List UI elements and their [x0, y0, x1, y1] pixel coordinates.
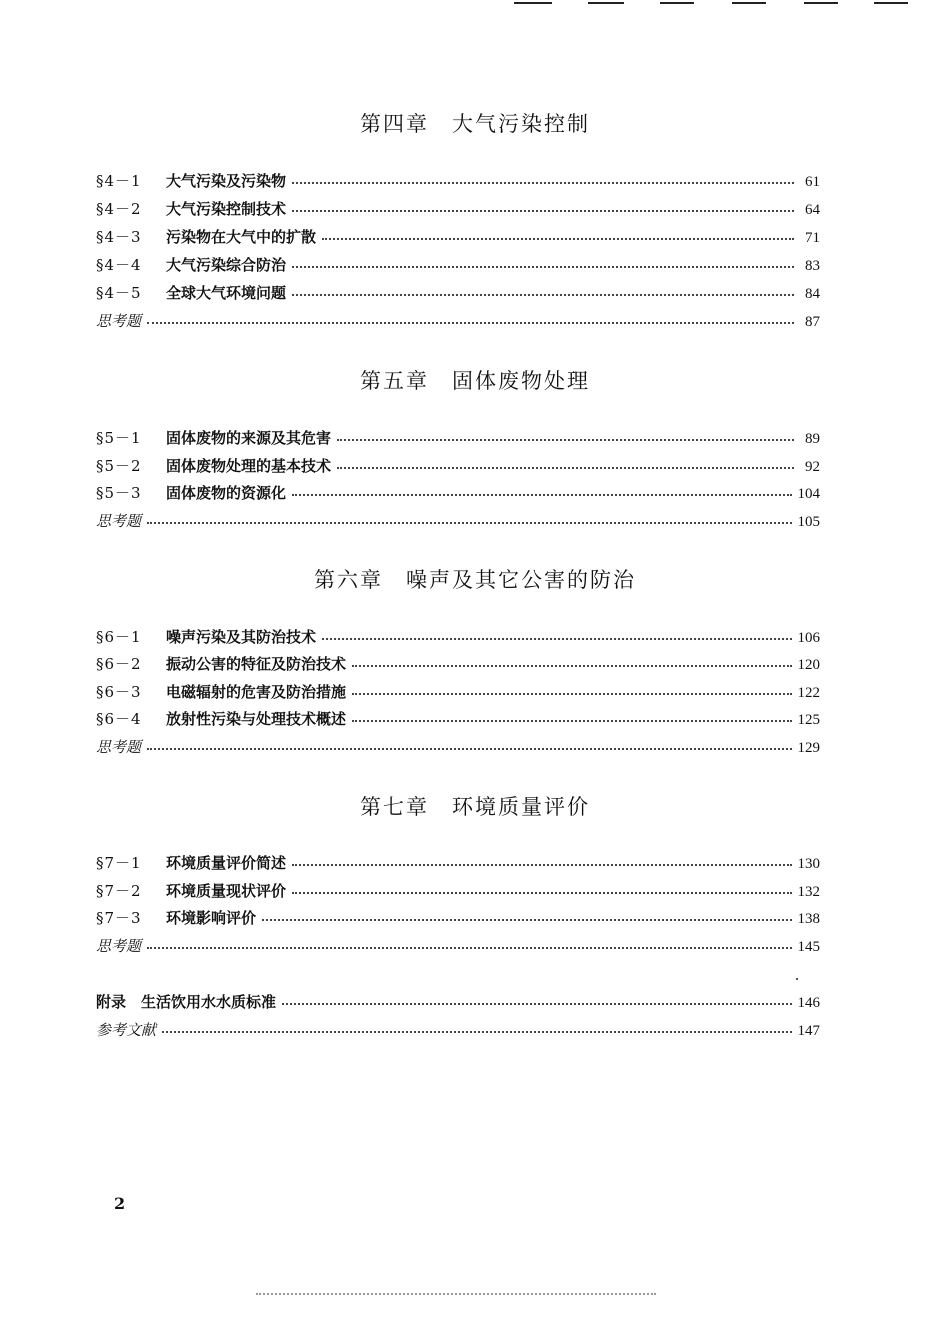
page-number: 89 — [805, 431, 820, 447]
toc-entry[interactable] — [96, 653, 820, 675]
toc-entry[interactable] — [96, 907, 820, 929]
section-number: §5－3 — [96, 484, 142, 502]
dot-leader — [292, 262, 794, 268]
section-title: 污染物在大气中的扩散 — [166, 228, 317, 246]
page-number: 145 — [797, 939, 820, 955]
section-title: 电磁辐射的危害及防治措施 — [166, 683, 347, 701]
scan-speck — [796, 978, 798, 980]
chapter-title: 第五章 固体废物处理 — [360, 369, 590, 393]
page-number: 84 — [805, 286, 820, 302]
toc-entry[interactable] — [96, 455, 820, 477]
dot-leader — [162, 1027, 791, 1033]
section-title: 大气污染及污染物 — [166, 172, 287, 190]
dot-leader — [292, 206, 794, 212]
questions-title: 思考题 — [96, 312, 142, 330]
section-title: 环境质量评价简述 — [166, 854, 287, 872]
dot-leader — [322, 634, 791, 640]
section-number: §5－2 — [96, 457, 142, 475]
page-number: 129 — [797, 740, 820, 756]
page-number: 92 — [805, 459, 820, 475]
page-number: 61 — [805, 174, 820, 190]
dot-leader — [352, 716, 791, 722]
page-number: 105 — [797, 514, 820, 530]
section-number: §4－4 — [96, 256, 142, 274]
dot-leader — [292, 178, 794, 184]
toc-entry[interactable] — [96, 226, 820, 248]
dot-leader — [147, 744, 791, 750]
page-number: 125 — [797, 712, 820, 728]
section-number: §6－1 — [96, 628, 142, 646]
toc-entry-appendix[interactable] — [96, 991, 820, 1013]
section-title: 固体废物处理的基本技术 — [166, 457, 332, 475]
dot-leader — [262, 915, 791, 921]
scan-noise — [256, 1290, 656, 1295]
appendix-title: 附录 生活饮用水水质标准 — [96, 993, 277, 1011]
page-number: 71 — [805, 230, 820, 246]
toc-entry[interactable] — [96, 482, 820, 504]
chapter-title: 第四章 大气污染控制 — [360, 112, 590, 136]
page-number: 147 — [797, 1023, 820, 1039]
toc-entry[interactable] — [96, 626, 820, 648]
page-number: 132 — [797, 884, 820, 900]
section-title: 噪声污染及其防治技术 — [166, 628, 317, 646]
toc-entry[interactable] — [96, 282, 820, 304]
chapter-title: 第七章 环境质量评价 — [360, 795, 590, 819]
references-title: 参考文献 — [96, 1021, 157, 1039]
section-title: 振动公害的特征及防治技术 — [166, 655, 347, 673]
dot-leader — [282, 999, 791, 1005]
dot-leader — [292, 860, 791, 866]
dot-leader — [147, 518, 791, 524]
section-number: §6－2 — [96, 655, 142, 673]
section-title: 环境质量现状评价 — [166, 882, 287, 900]
page-number: 138 — [797, 911, 820, 927]
section-title: 固体废物的来源及其危害 — [166, 429, 332, 447]
section-number: §5－1 — [96, 429, 142, 447]
section-title: 大气污染控制技术 — [166, 200, 287, 218]
section-number: §4－1 — [96, 172, 142, 190]
section-title: 放射性污染与处理技术概述 — [166, 710, 347, 728]
dot-leader — [147, 943, 791, 949]
dot-leader — [352, 689, 791, 695]
page-folio: 2 — [114, 1194, 126, 1213]
dot-leader — [337, 463, 794, 469]
questions-title: 思考题 — [96, 937, 142, 955]
questions-title: 思考题 — [96, 512, 142, 530]
questions-title: 思考题 — [96, 738, 142, 756]
section-number: §4－3 — [96, 228, 142, 246]
toc-entry-references[interactable] — [96, 1019, 820, 1041]
page-number: 120 — [797, 657, 820, 673]
toc-entry-questions[interactable] — [96, 736, 820, 758]
section-number: §4－2 — [96, 200, 142, 218]
toc-entry-questions[interactable] — [96, 935, 820, 957]
page-number: 122 — [797, 685, 820, 701]
page-number: 83 — [805, 258, 820, 274]
toc-entry[interactable] — [96, 170, 820, 192]
page-number: 87 — [805, 314, 820, 330]
toc-entry[interactable] — [96, 254, 820, 276]
section-number: §6－4 — [96, 710, 142, 728]
toc-entry[interactable] — [96, 880, 820, 902]
toc-entry[interactable] — [96, 852, 820, 874]
toc-entry[interactable] — [96, 427, 820, 449]
dot-leader — [322, 234, 794, 240]
toc-entry-questions[interactable] — [96, 510, 820, 532]
chapter-title: 第六章 噪声及其它公害的防治 — [314, 568, 636, 592]
section-title: 环境影响评价 — [166, 909, 257, 927]
toc-entry[interactable] — [96, 198, 820, 220]
section-number: §7－3 — [96, 909, 142, 927]
page-number: 146 — [797, 995, 820, 1011]
dot-leader — [292, 888, 791, 894]
top-edge-marks — [0, 0, 950, 6]
toc-entry[interactable] — [96, 708, 820, 730]
dot-leader — [292, 290, 794, 296]
section-number: §7－2 — [96, 882, 142, 900]
section-title: 全球大气环境问题 — [166, 284, 287, 302]
page-number: 106 — [797, 630, 820, 646]
dot-leader — [337, 435, 794, 441]
page-number: 64 — [805, 202, 820, 218]
section-number: §7－1 — [96, 854, 142, 872]
section-title: 固体废物的资源化 — [166, 484, 287, 502]
section-number: §6－3 — [96, 683, 142, 701]
dot-leader — [147, 318, 794, 324]
toc-entry-questions[interactable] — [96, 310, 820, 332]
toc-entry[interactable] — [96, 681, 820, 703]
section-title: 大气污染综合防治 — [166, 256, 287, 274]
section-number: §4－5 — [96, 284, 142, 302]
dot-leader — [352, 661, 791, 667]
page-number: 130 — [797, 856, 820, 872]
page-number: 104 — [797, 486, 820, 502]
dot-leader — [292, 490, 791, 496]
